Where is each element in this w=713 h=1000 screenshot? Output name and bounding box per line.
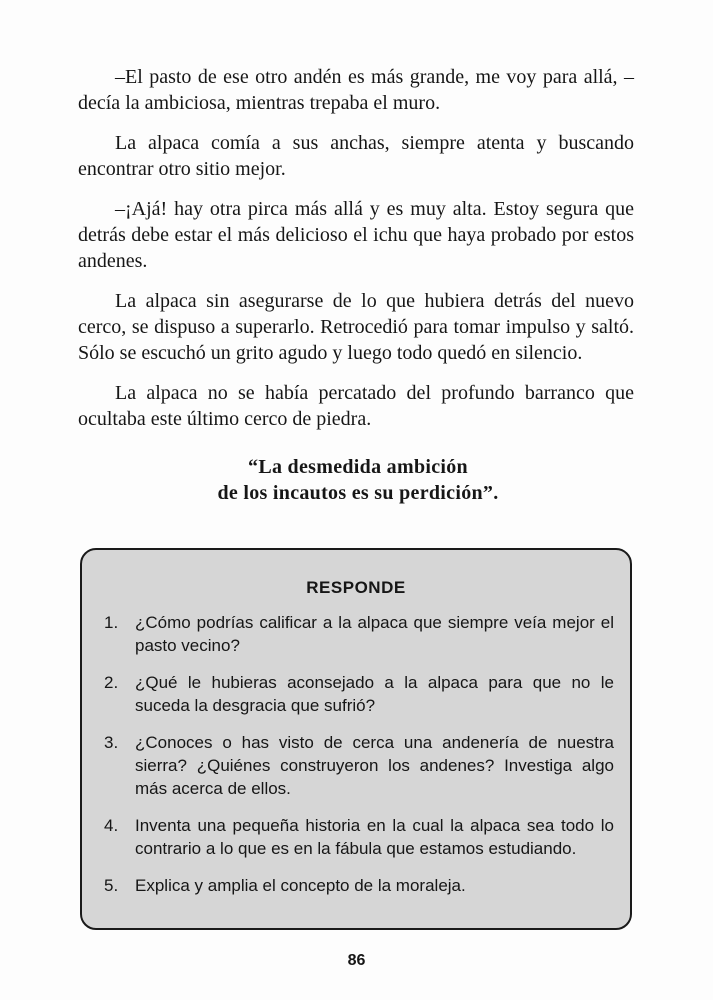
story-paragraph: –¡Ajá! hay otra pirca más allá y es muy alta. Estoy segura que detrás debe estar el más delicioso el ichu que haya probado por estos andenes. xyxy=(78,198,634,272)
question-item xyxy=(104,874,614,897)
moral-line-2: de los incautos es su perdición”. xyxy=(217,482,499,504)
story-paragraph: La alpaca no se había percatado del profundo barranco que ocultaba este último cerco de piedra. xyxy=(78,382,634,430)
question-text: ¿Conoces o has visto de cerca una andenería de nuestra sierra? ¿Quiénes construyeron los andenes? Investiga algo más acerca de ellos. xyxy=(135,733,614,798)
story-text xyxy=(78,64,634,446)
moral-line-1: “La desmedida ambición xyxy=(248,456,468,478)
question-text: ¿Qué le hubieras aconsejado a la alpaca para que no le suceda la desgracia que sufrió? xyxy=(135,673,614,715)
question-number: 3. xyxy=(104,733,119,752)
page-number: 86 xyxy=(347,952,366,969)
question-item xyxy=(104,814,614,860)
moral-quote xyxy=(78,454,638,506)
question-list xyxy=(104,611,614,911)
question-item xyxy=(104,731,614,800)
story-paragraph: La alpaca comía a sus anchas, siempre atenta y buscando encontrar otro sitio mejor. xyxy=(78,132,634,180)
story-paragraph: La alpaca sin asegurarse de lo que hubiera detrás del nuevo cerco, se dispuso a superarlo. Retrocedió para tomar impulso y saltó. Sólo se escuchó un grito agudo y luego todo quedó en silencio. xyxy=(78,290,634,364)
question-number: 5. xyxy=(104,876,119,895)
question-number: 4. xyxy=(104,816,119,835)
question-text: Explica y amplia el concepto de la moraleja. xyxy=(135,876,466,895)
question-item xyxy=(104,671,614,717)
question-item xyxy=(104,611,614,657)
question-text: Inventa una pequeña historia en la cual la alpaca sea todo lo contrario a lo que es en la fábula que estamos estudiando. xyxy=(135,816,614,858)
responde-box xyxy=(80,548,632,930)
question-text: ¿Cómo podrías calificar a la alpaca que siempre veía mejor el pasto vecino? xyxy=(135,613,614,655)
question-number: 2. xyxy=(104,673,119,692)
responde-title: RESPONDE xyxy=(306,578,406,597)
question-number: 1. xyxy=(104,613,119,632)
story-paragraph: –El pasto de ese otro andén es más grande, me voy para allá, –decía la ambiciosa, mientras trepaba el muro. xyxy=(78,66,634,114)
